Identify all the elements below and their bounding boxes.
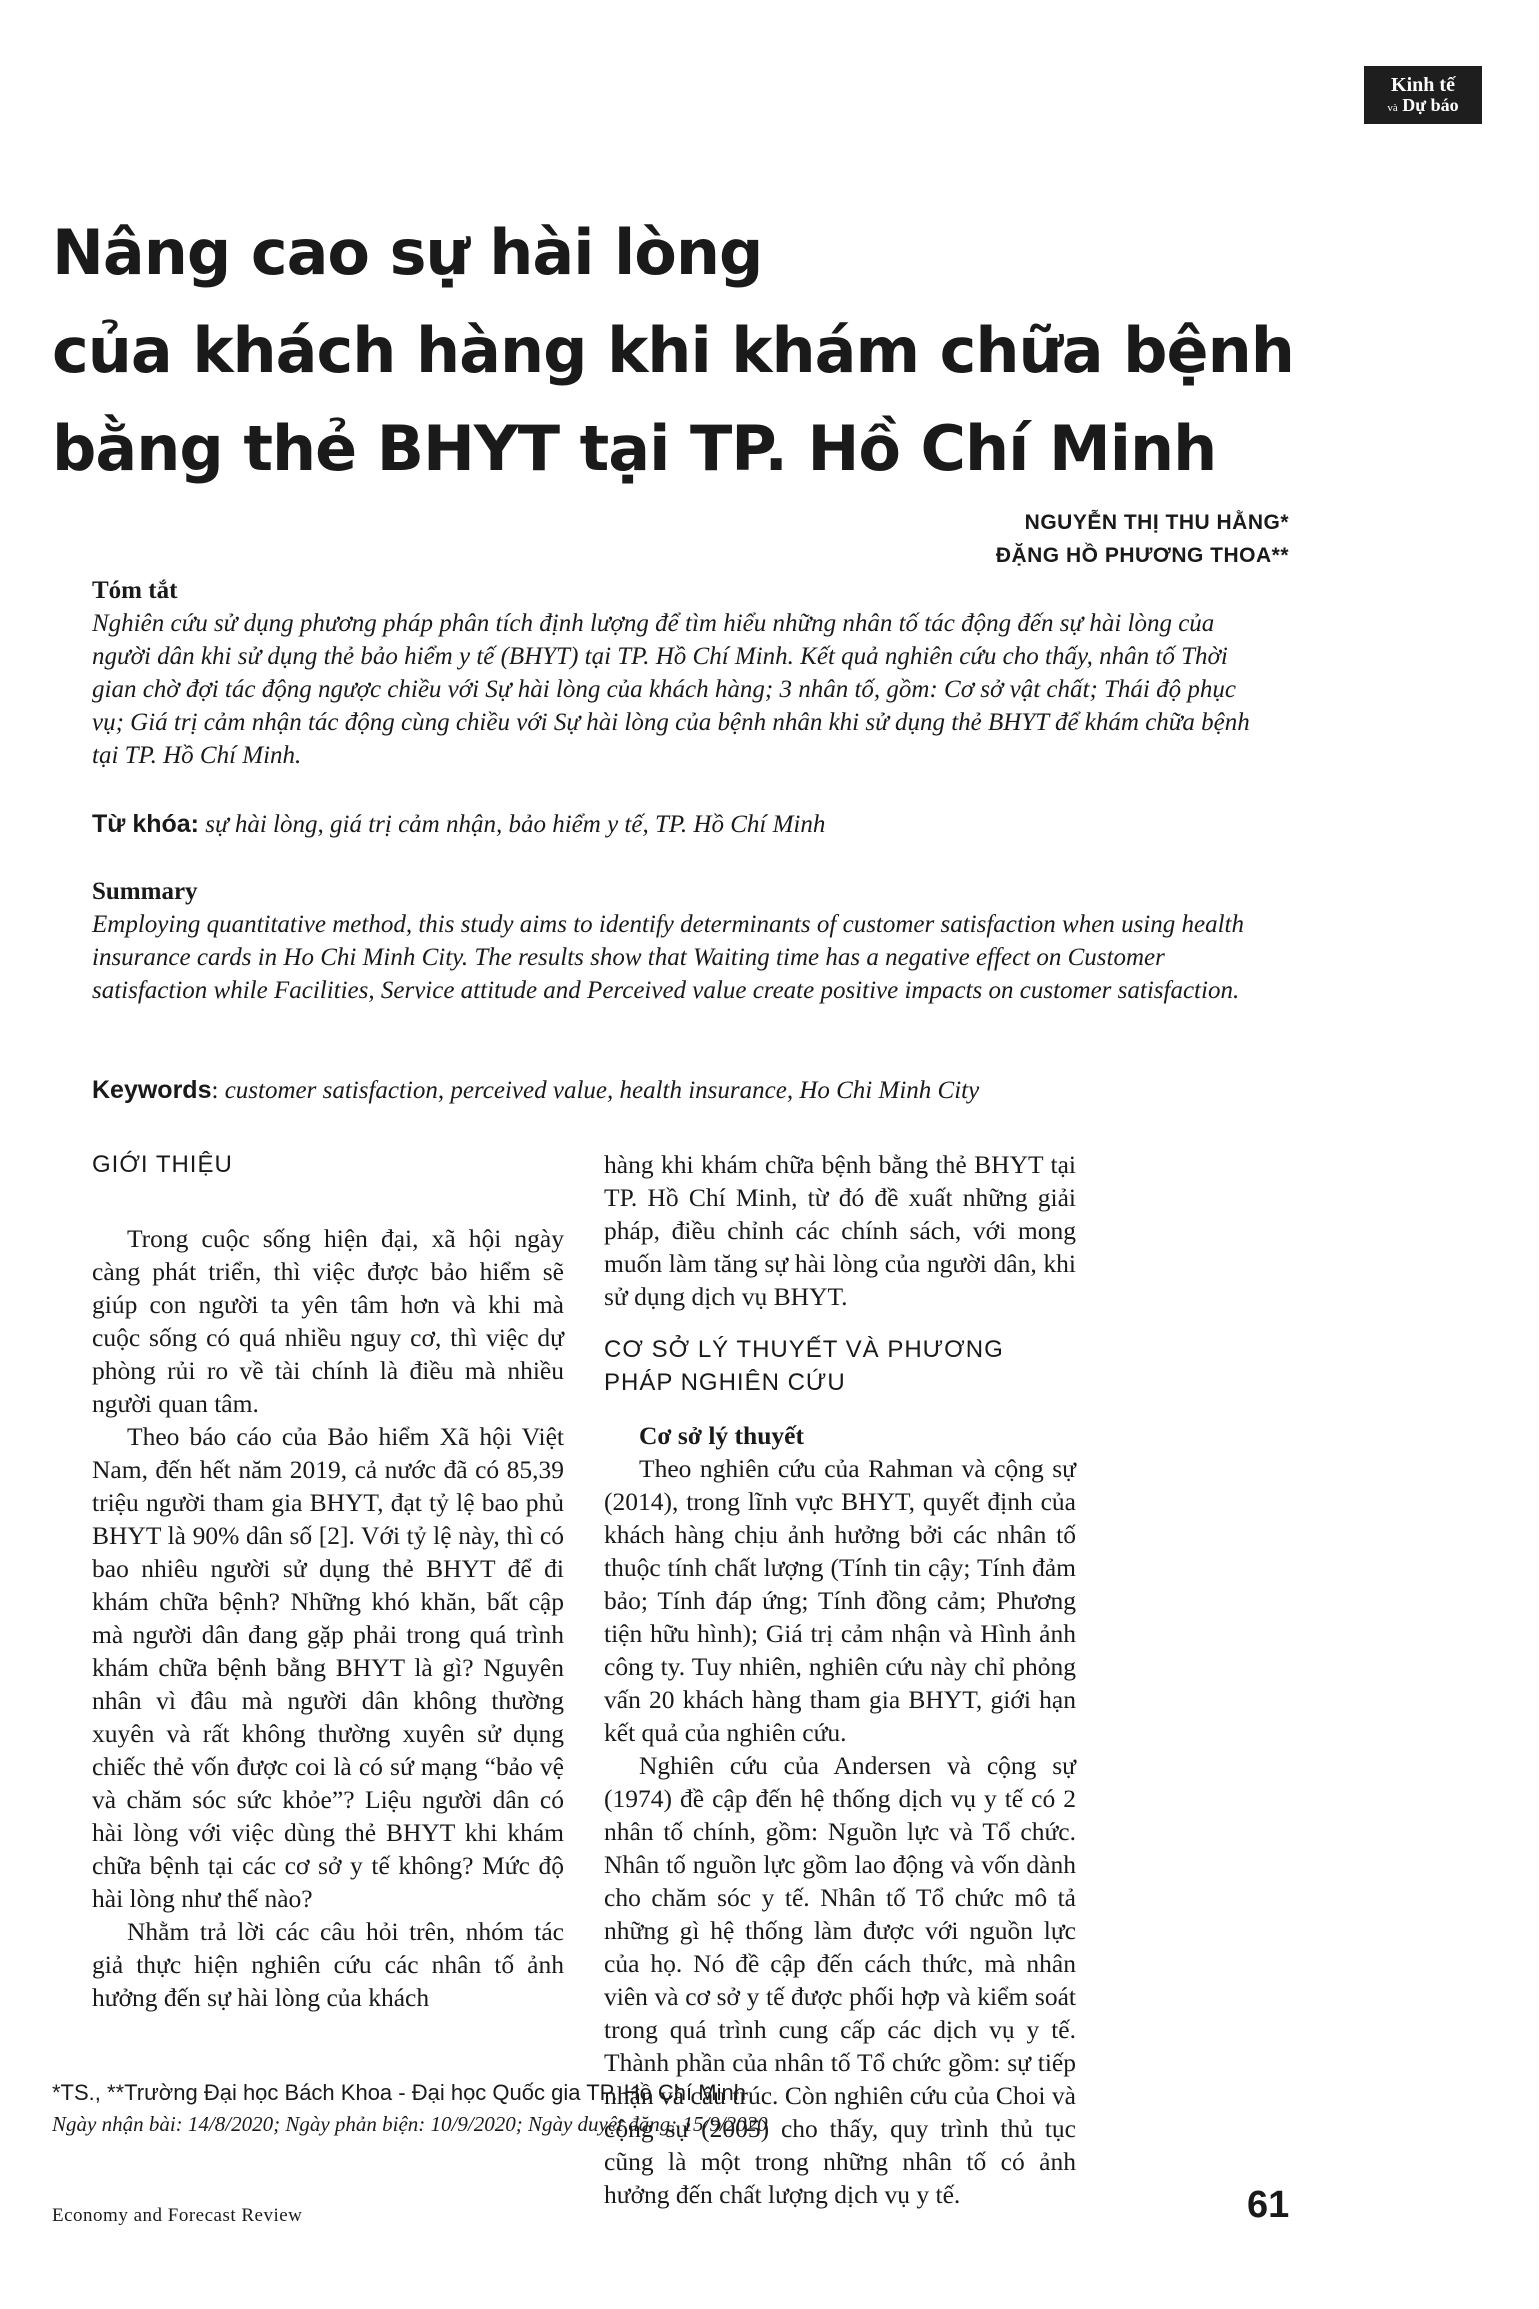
keywords-label: Keywords bbox=[92, 1076, 212, 1104]
footnote: *TS., **Trường Đại học Bách Khoa - Đại học Quốc gia TP. Hồ Chí Minh bbox=[52, 2080, 746, 2105]
subheading-theory: Cơ sở lý thuyết bbox=[639, 1421, 804, 1450]
title-line-1: Nâng cao sự hài lòng bbox=[52, 216, 763, 289]
author-2: ĐẶNG HỒ PHƯƠNG THOA** bbox=[995, 544, 1289, 567]
paragraph: Nhằm trả lời các câu hỏi trên, nhóm tác giả thực hiện nghiên cứu các nhân tố ảnh hưởng đến sự hài lòng của khách bbox=[92, 1917, 564, 2012]
tukhoa-text: sự hài lòng, giá trị cảm nhận, bảo hiểm y tế, TP. Hồ Chí Minh bbox=[205, 811, 826, 838]
right-column bbox=[604, 1148, 1076, 2211]
submission-dates: Ngày nhận bài: 14/8/2020; Ngày phản biện: 10/9/2020; Ngày duyệt đăng: 15/9/2020 bbox=[52, 2112, 768, 2136]
summary-text: Employing quantitative method, this study aims to identify determinants of customer satisfaction when using health insurance cards in Ho Chi Minh City. The results show that Waiting time has a negative effect on Customer satisfaction while Facilities, Service attitude and Perceived value create positive impacts on customer satisfaction. bbox=[92, 911, 1244, 1004]
tukhoa-label: Từ khóa: bbox=[92, 810, 199, 838]
title-line-3: bằng thẻ BHYT tại TP. Hồ Chí Minh bbox=[52, 412, 1217, 485]
paragraph: Theo nghiên cứu của Rahman và cộng sự (2014), trong lĩnh vực BHYT, quyết định của khách hàng chịu ảnh hưởng bởi các nhân tố thuộc tính chất lượng (Tính tin cậy; Tính đảm bảo; Tính đáp ứng; Tính đồng cảm; Phương tiện hữu hình); Giá trị cảm nhận và Hình ảnh công ty. Tuy nhiên, nghiên cứu này chỉ phỏng vấn 20 khách hàng tham gia BHYT, giới hạn kết quả của nghiên cứu. bbox=[604, 1454, 1076, 1747]
paragraph-continued: hàng khi khám chữa bệnh bằng thẻ BHYT tại TP. Hồ Chí Minh, từ đó đề xuất những giải pháp, điều chỉnh các chính sách, với mong muốn làm tăng sự hài lòng của người dân, khi sử dụng dịch vụ BHYT. bbox=[604, 1150, 1076, 1311]
article-title bbox=[52, 204, 1452, 498]
left-column bbox=[92, 1148, 564, 2014]
logo-line-2: và Dự báo bbox=[1387, 95, 1459, 116]
author-1: NGUYỄN THỊ THU HẰNG* bbox=[1024, 511, 1289, 534]
tomtat-heading: Tóm tắt bbox=[92, 577, 178, 604]
section-heading-theory: CƠ SỞ LÝ THUYẾT VÀ PHƯƠNG PHÁP NGHIÊN CỨU bbox=[604, 1336, 1004, 1396]
paragraph: Trong cuộc sống hiện đại, xã hội ngày càng phát triển, thì việc được bảo hiểm sẽ giúp con người ta yên tâm hơn và khi mà cuộc sống có quá nhiều nguy cơ, thì việc dự phòng rủi ro về tài chính là điều mà nhiều người quan tâm. bbox=[92, 1224, 564, 1418]
paragraph: Theo báo cáo của Bảo hiểm Xã hội Việt Nam, đến hết năm 2019, cả nước đã có 85,39 triệu người tham gia BHYT, đạt tỷ lệ bao phủ BHYT là 90% dân số [2]. Với tỷ lệ này, thì có bao nhiêu người sử dụng thẻ BHYT để đi khám chữa bệnh? Những khó khăn, bất cập mà người dân đang gặp phải trong quá trình khám chữa bệnh bằng BHYT là gì? Nguyên nhân vì đâu mà người dân không thường xuyên và rất không thường xuyên sử dụng chiếc thẻ vốn được coi là có sứ mạng “bảo vệ và chăm sóc sức khỏe”? Liệu người dân có hài lòng với việc dùng thẻ BHYT khi khám chữa bệnh tại các cơ sở y tế không? Mức độ hài lòng như thế nào? bbox=[92, 1422, 564, 1913]
authors bbox=[996, 506, 1289, 572]
title-line-2: của khách hàng khi khám chữa bệnh bbox=[52, 314, 1294, 387]
abstract-en bbox=[92, 875, 1252, 1007]
keywords: Keywords: customer satisfaction, perceived value, health insurance, Ho Chi Minh City bbox=[92, 1076, 980, 1104]
section-heading-intro: GIỚI THIỆU bbox=[92, 1151, 233, 1178]
abstract-vi bbox=[92, 574, 1252, 772]
paragraph: Nghiên cứu của Andersen và cộng sự (1974) đề cập đến hệ thống dịch vụ y tế có 2 nhân tố chính, gồm: Nguồn lực và Tổ chức. Nhân tố nguồn lực gồm lao động và vốn dành cho chăm sóc y tế. Nhân tố Tổ chức mô tả những gì hệ thống làm được với nguồn lực của họ. Nó đề cập đến cách thức, mà nhân viên và cơ sở y tế được phối hợp và kiểm soát trong quá trình cung cấp các dịch vụ y tế. Thành phần của nhân tố Tổ chức gồm: sự tiếp nhận và cấu trúc. Còn nghiên cứu của Choi và cộng sự (2005) cho thấy, quy trình thủ tục cũng là một trong những nhân tố có ảnh hưởng đến chất lượng dịch vụ y tế. bbox=[604, 1751, 1076, 2209]
page-number: 61 bbox=[1247, 2184, 1290, 2226]
tukhoa bbox=[92, 808, 1252, 841]
keywords-text: customer satisfaction, perceived value, health insurance, Ho Chi Minh City bbox=[224, 1077, 980, 1104]
summary-heading: Summary bbox=[92, 878, 198, 905]
journal-logo bbox=[1364, 66, 1482, 124]
logo-line-1: Kinh tế bbox=[1391, 74, 1455, 97]
journal-name: Economy and Forecast Review bbox=[52, 2205, 303, 2226]
tomtat-text: Nghiên cứu sử dụng phương pháp phân tích định lượng để tìm hiểu những nhân tố tác động đến sự hài lòng của người dân khi sử dụng thẻ bảo hiểm y tế (BHYT) tại TP. Hồ Chí Minh. Kết quả nghiên cứu cho thấy, nhân tố Thời gian chờ đợi tác động ngược chiều với Sự hài lòng của khách hàng; 3 nhân tố, gồm: Cơ sở vật chất; Thái độ phục vụ; Giá trị cảm nhận tác động cùng chiều với Sự hài lòng của bệnh nhân khi sử dụng thẻ BHYT để khám chữa bệnh tại TP. Hồ Chí Minh. bbox=[92, 610, 1250, 769]
